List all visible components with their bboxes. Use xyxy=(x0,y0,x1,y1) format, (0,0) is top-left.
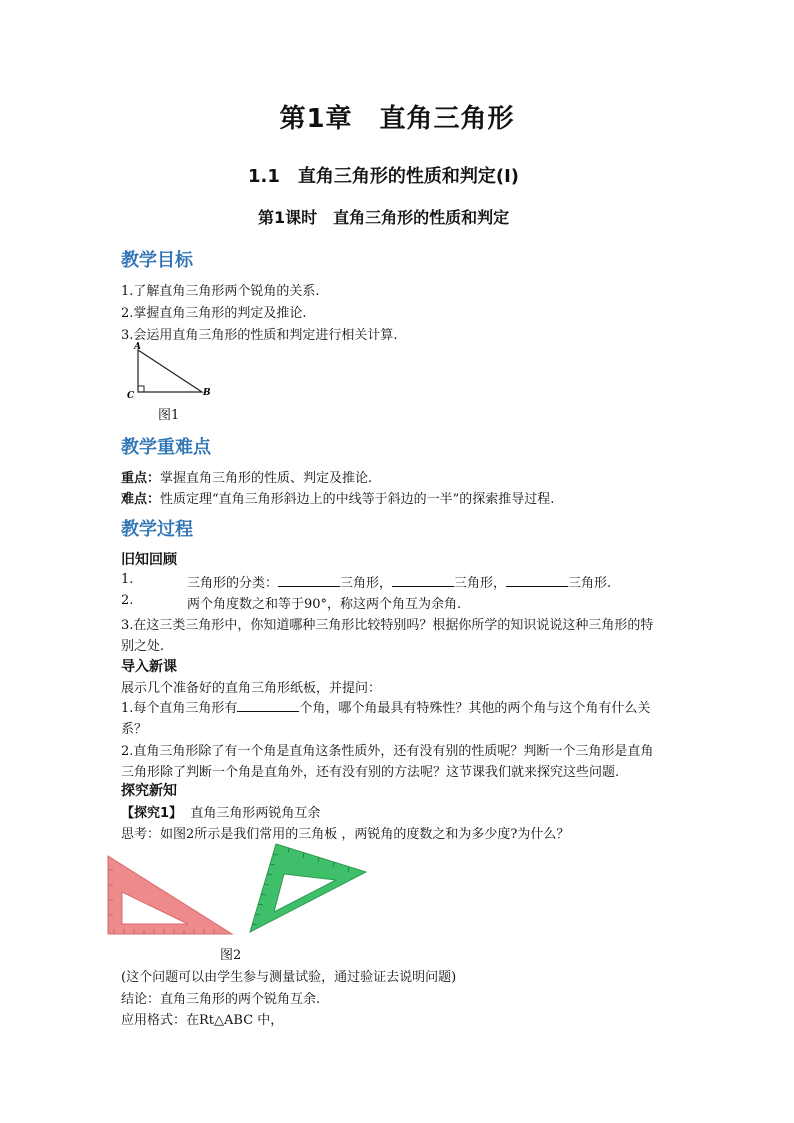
process-heading: 教学过程 xyxy=(121,519,193,540)
green-set-square-icon xyxy=(250,844,366,932)
objective-item: 3.会运用直角三角形的性质和判定进行相关计算. xyxy=(121,328,398,343)
objective-item: 2.掌握直角三角形的判定及推论. xyxy=(121,306,307,321)
review-q2-text: 两个角度数之和等于90°，称这两个角互为余角. xyxy=(187,597,462,612)
review-heading: 旧知回顾 xyxy=(121,552,177,568)
intro-p2 xyxy=(121,697,650,716)
explore-heading: 探究新知 xyxy=(121,783,177,799)
explore-topic: 直角三角形两锐角互余 xyxy=(190,806,321,821)
intro-p3-line1: 2.直角三角形除了有一个角是直角这条性质外，还有没有别的性质呢？判断一个三角形是直角 xyxy=(121,744,654,759)
chapter-title: 第1章 直角三角形 xyxy=(279,104,515,134)
triangle-type: 三角形， xyxy=(340,576,393,591)
review-q2-num: 2. xyxy=(121,593,134,608)
answer-blank[interactable] xyxy=(237,699,299,712)
review-q1 xyxy=(187,572,611,591)
objectives-heading: 教学目标 xyxy=(121,250,193,271)
answer-blank[interactable] xyxy=(392,574,454,587)
vertex-label-a: A xyxy=(134,342,141,352)
focus-label: 重点： xyxy=(121,471,161,486)
answer-blank[interactable] xyxy=(506,574,568,587)
figure2-caption: 图2 xyxy=(220,948,242,963)
intro-p1: 展示几个准备好的直角三角形纸板，并提问： xyxy=(121,681,382,696)
figure1-caption: 图1 xyxy=(158,408,180,423)
triangle-type: 三角形， xyxy=(454,576,507,591)
intro-p2-part1: 1.每个直角三角形有 xyxy=(121,701,238,716)
intro-heading: 导入新课 xyxy=(121,659,177,675)
lesson-title: 第1课时 直角三角形的性质和判定 xyxy=(258,208,510,227)
explore-conclusion: 结论：直角三角形的两个锐角互余. xyxy=(121,992,321,1007)
answer-blank[interactable] xyxy=(278,574,340,587)
difficulty-line xyxy=(121,488,554,507)
explore-title xyxy=(121,802,320,821)
key-points-heading: 教学重难点 xyxy=(121,437,211,458)
review-q3-line2: 别之处. xyxy=(121,639,165,654)
vertex-label-b: B xyxy=(203,388,211,398)
focus-text: 掌握直角三角形的性质、判定及推论. xyxy=(160,471,373,486)
set-squares-figure xyxy=(104,840,374,940)
review-q3-line1: 3.在这三类三角形中，你知道哪种三角形比较特别吗？根据你所学的知识说说这种三角形的特 xyxy=(121,618,654,633)
explore-think: 思考：如图2所示是我们常用的三角板 ，两锐角的度数之和为多少度?为什么？ xyxy=(121,827,570,842)
intro-p3-line2: 三角形除了判断一个角是直角外，还有没有别的方法呢？这节课我们就来探究这些问题. xyxy=(121,765,620,780)
section-title: 1.1 直角三角形的性质和判定(Ⅰ) xyxy=(248,166,520,187)
explore-note: (这个问题可以由学生参与测量试验，通过验证去说明问题) xyxy=(121,970,457,985)
explore-tag: 【探究1】 xyxy=(121,806,183,821)
vertex-label-c: C xyxy=(127,391,135,401)
focus-line xyxy=(121,467,372,486)
triangle-type: 三角形. xyxy=(568,576,612,591)
explore-format: 应用格式：在Rt△ABC 中， xyxy=(121,1013,284,1028)
objective-item: 1.了解直角三角形两个锐角的关系. xyxy=(121,284,320,299)
intro-p2-line2: 系？ xyxy=(121,722,148,737)
difficulty-label: 难点： xyxy=(121,492,161,507)
intro-p2-part2: 个角，哪个角最具有特殊性？其他的两个角与这个角有什么关 xyxy=(299,701,651,716)
difficulty-text: 性质定理“直角三角形斜边上的中线等于斜边的一半”的探索推导过程. xyxy=(160,492,555,507)
review-q1-num: 1. xyxy=(121,572,134,587)
review-q1-text: 三角形的分类： xyxy=(187,576,279,591)
red-set-square-icon xyxy=(108,856,232,934)
